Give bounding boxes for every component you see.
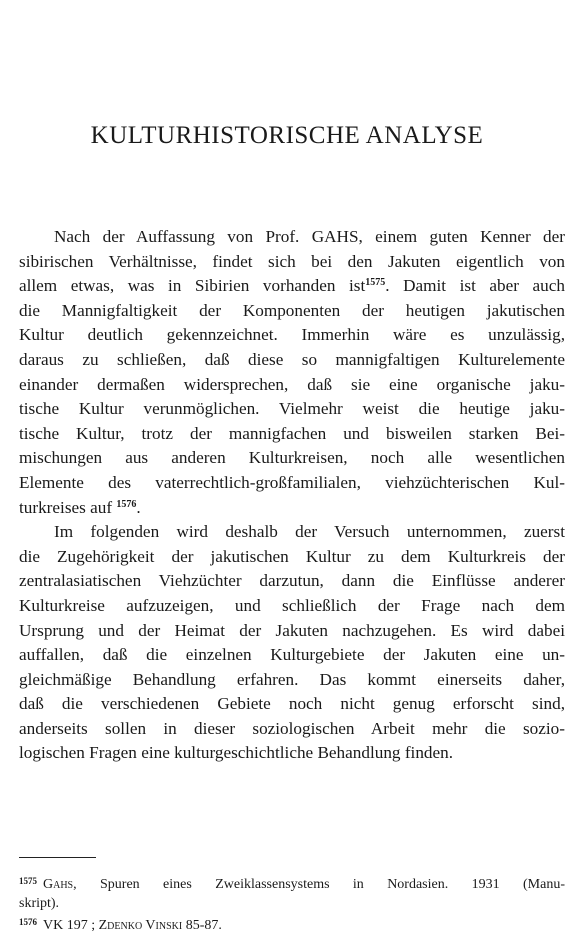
footnote-divider	[19, 857, 96, 858]
text-line	[19, 274, 565, 299]
footnote	[19, 872, 565, 913]
text-line: tische Kultur, trotz der mannigfachen und bisweilen starken Bei-	[19, 423, 565, 443]
text-line: Kulturkreise aufzuzeigen, und schließlich der Frage nach dem	[19, 595, 565, 615]
text-fragment: allem etwas, was in Sibirien vorhanden ist	[19, 276, 366, 296]
text-line: logischen Fragen eine kulturgeschichtliche Behandlung finden.	[19, 743, 454, 763]
text-line: daraus zu schließen, daß diese so mannigfaltigen Kulturelemente	[19, 349, 565, 369]
text-line	[19, 520, 565, 545]
text-line: sibirischen Verhältnisse, findet sich bei den Jakuten eigentlich von	[19, 251, 565, 271]
paragraph	[19, 225, 565, 520]
text-line: mischungen aus anderen Kulturkreisen, noch alle wesentlichen	[19, 448, 565, 468]
footnote	[19, 913, 565, 935]
text-fragment: .	[136, 497, 141, 517]
text-line	[19, 225, 565, 250]
footnote-text: , Spuren eines Zweiklassensystems in Nordasien. 1931 (Manu-	[73, 877, 565, 892]
paragraph	[19, 520, 565, 766]
body-text	[19, 225, 565, 766]
footnote-text: VK 197 ;	[43, 918, 99, 933]
footnote-author: Gahs	[43, 877, 74, 892]
text-line: daß die verschiedenen Gebiete noch nicht genug erforscht sind,	[19, 694, 565, 714]
text-line-content: Im folgenden wird deshalb der Versuch unternommen, zuerst	[54, 522, 565, 542]
footnote-number: 1575	[19, 876, 37, 886]
text-line: zentralasiatischen Viehzüchter darzutun, dann die Einflüsse anderer	[19, 571, 565, 591]
text-line: Ursprung und der Heimat der Jakuten nachzugehen. Es wird dabei	[19, 620, 565, 640]
text-fragment: turkreises auf	[19, 497, 117, 517]
footnotes	[19, 872, 565, 935]
text-line: tische Kultur verunmöglichen. Vielmehr weist die heutige jaku-	[19, 399, 565, 419]
footnote-line	[19, 872, 565, 894]
footnote-number: 1576	[19, 917, 37, 927]
text-line: die Mannigfaltigkeit der Komponenten der heutigen jakutischen	[19, 300, 565, 320]
text-line: Elemente des vaterrechtlich-großfamilialen, viehzüchterischen Kul-	[19, 472, 565, 492]
text-line: gleichmäßige Behandlung erfahren. Das kommt einerseits daher,	[19, 669, 565, 689]
footnote-text: 85-87.	[182, 918, 222, 933]
footnote-line: skript).	[19, 896, 60, 911]
text-line: anderseits sollen in dieser soziologischen Arbeit mehr die sozio-	[19, 718, 565, 738]
text-line	[19, 496, 565, 521]
text-line-content: Nach der Auffassung von Prof. GAHS, einem guten Kenner der	[54, 227, 565, 246]
text-line: die Zugehörigkeit der jakutischen Kultur zu dem Kulturkreis der	[19, 546, 565, 566]
text-line: auffallen, daß die einzelnen Kulturgebiete der Jakuten eine un-	[19, 645, 565, 665]
footnote-ref: 1576	[116, 498, 137, 510]
text-line: einander dermaßen widersprechen, daß sie eine organische jaku-	[19, 374, 565, 394]
text-fragment: . Damit ist aber auch	[385, 276, 565, 296]
footnote-line	[19, 913, 565, 935]
page-title: KULTURHISTORISCHE ANALYSE	[90, 122, 484, 149]
text-line: Kultur deutlich gekennzeichnet. Immerhin wäre es unzulässig,	[19, 325, 565, 345]
footnote-author: Zdenko Vinski	[98, 918, 183, 933]
footnote-ref: 1575	[365, 277, 386, 289]
